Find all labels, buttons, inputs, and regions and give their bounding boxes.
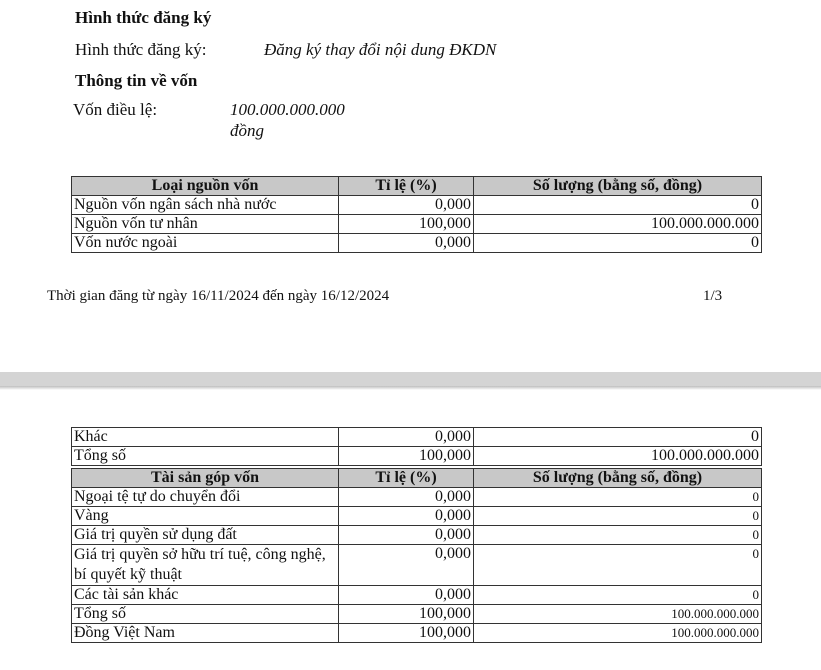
ratio-cell: 0,000 (339, 526, 474, 545)
table-row (72, 624, 762, 643)
table-row (72, 545, 762, 586)
column-header: Loại nguồn vốn (72, 177, 339, 196)
asset-name-cell: Tổng số (72, 605, 339, 624)
column-header: Tỉ lệ (%) (339, 469, 474, 488)
amount-cell: 100.000.000.000 (474, 624, 762, 643)
table-header-row (72, 469, 762, 488)
amount-cell: 0 (474, 488, 762, 507)
table-row (72, 234, 762, 253)
asset-name-cell: Vàng (72, 507, 339, 526)
table-row (72, 428, 762, 447)
table-row (72, 605, 762, 624)
amount-cell: 100.000.000.000 (474, 447, 762, 466)
ratio-cell: 100,000 (339, 447, 474, 466)
ratio-cell: 0,000 (339, 507, 474, 526)
asset-name-cell: Giá trị quyền sở hữu trí tuệ, công nghệ, bí quyết kỹ thuật (72, 545, 339, 586)
ratio-cell: 0,000 (339, 196, 474, 215)
column-header: Tỉ lệ (%) (339, 177, 474, 196)
amount-cell: 0 (474, 507, 762, 526)
charter-capital-value: 100.000.000.000 (230, 100, 345, 119)
table-row (72, 586, 762, 605)
ratio-cell: 100,000 (339, 624, 474, 643)
amount-cell: 0 (474, 234, 762, 253)
ratio-cell: 100,000 (339, 605, 474, 624)
table-row (72, 196, 762, 215)
amount-cell: 0 (474, 526, 762, 545)
amount-cell: 100.000.000.000 (474, 605, 762, 624)
column-header: Tài sản góp vốn (72, 469, 339, 488)
table-row (72, 488, 762, 507)
source-name-cell: Khác (72, 428, 339, 447)
asset-name-cell: Các tài sản khác (72, 586, 339, 605)
asset-name-cell: Giá trị quyền sử dụng đất (72, 526, 339, 545)
amount-cell: 0 (474, 545, 762, 586)
page-separator (0, 372, 821, 386)
registration-period-footer: Thời gian đăng từ ngày 16/11/2024 đến ngày 16/12/2024 (47, 288, 390, 304)
table-row (72, 447, 762, 466)
page-number: 1/3 (703, 288, 723, 304)
charter-capital-unit: đồng (230, 121, 264, 140)
source-name-cell: Vốn nước ngoài (72, 234, 339, 253)
source-name-cell: Nguồn vốn tư nhân (72, 215, 339, 234)
ratio-cell: 100,000 (339, 215, 474, 234)
asset-name-cell: Đồng Việt Nam (72, 624, 339, 643)
capital-section-heading: Thông tin về vốn (75, 71, 198, 90)
table-header-row (72, 177, 762, 196)
table-row (72, 507, 762, 526)
source-name-cell: Nguồn vốn ngân sách nhà nước (72, 196, 339, 215)
capital-source-table-continued (71, 427, 762, 466)
capital-asset-table (71, 468, 762, 643)
document-page-2 (0, 390, 821, 670)
registration-type-label: Hình thức đăng ký: (75, 40, 207, 59)
ratio-cell: 0,000 (339, 586, 474, 605)
amount-cell: 0 (474, 586, 762, 605)
amount-cell: 100.000.000.000 (474, 215, 762, 234)
amount-cell: 0 (474, 428, 762, 447)
asset-name-cell: Ngoại tệ tự do chuyển đổi (72, 488, 339, 507)
table-row (72, 526, 762, 545)
registration-type-value: Đăng ký thay đổi nội dung ĐKDN (264, 40, 497, 59)
ratio-cell: 0,000 (339, 488, 474, 507)
ratio-cell: 0,000 (339, 428, 474, 447)
ratio-cell: 0,000 (339, 545, 474, 586)
charter-capital-label: Vốn điều lệ: (73, 100, 158, 119)
column-header: Số lượng (bằng số, đồng) (474, 177, 762, 196)
ratio-cell: 0,000 (339, 234, 474, 253)
registration-section-heading: Hình thức đăng ký (75, 8, 212, 27)
capital-source-table (71, 176, 762, 253)
column-header: Số lượng (bằng số, đồng) (474, 469, 762, 488)
table-row (72, 215, 762, 234)
amount-cell: 0 (474, 196, 762, 215)
source-name-cell: Tổng số (72, 447, 339, 466)
